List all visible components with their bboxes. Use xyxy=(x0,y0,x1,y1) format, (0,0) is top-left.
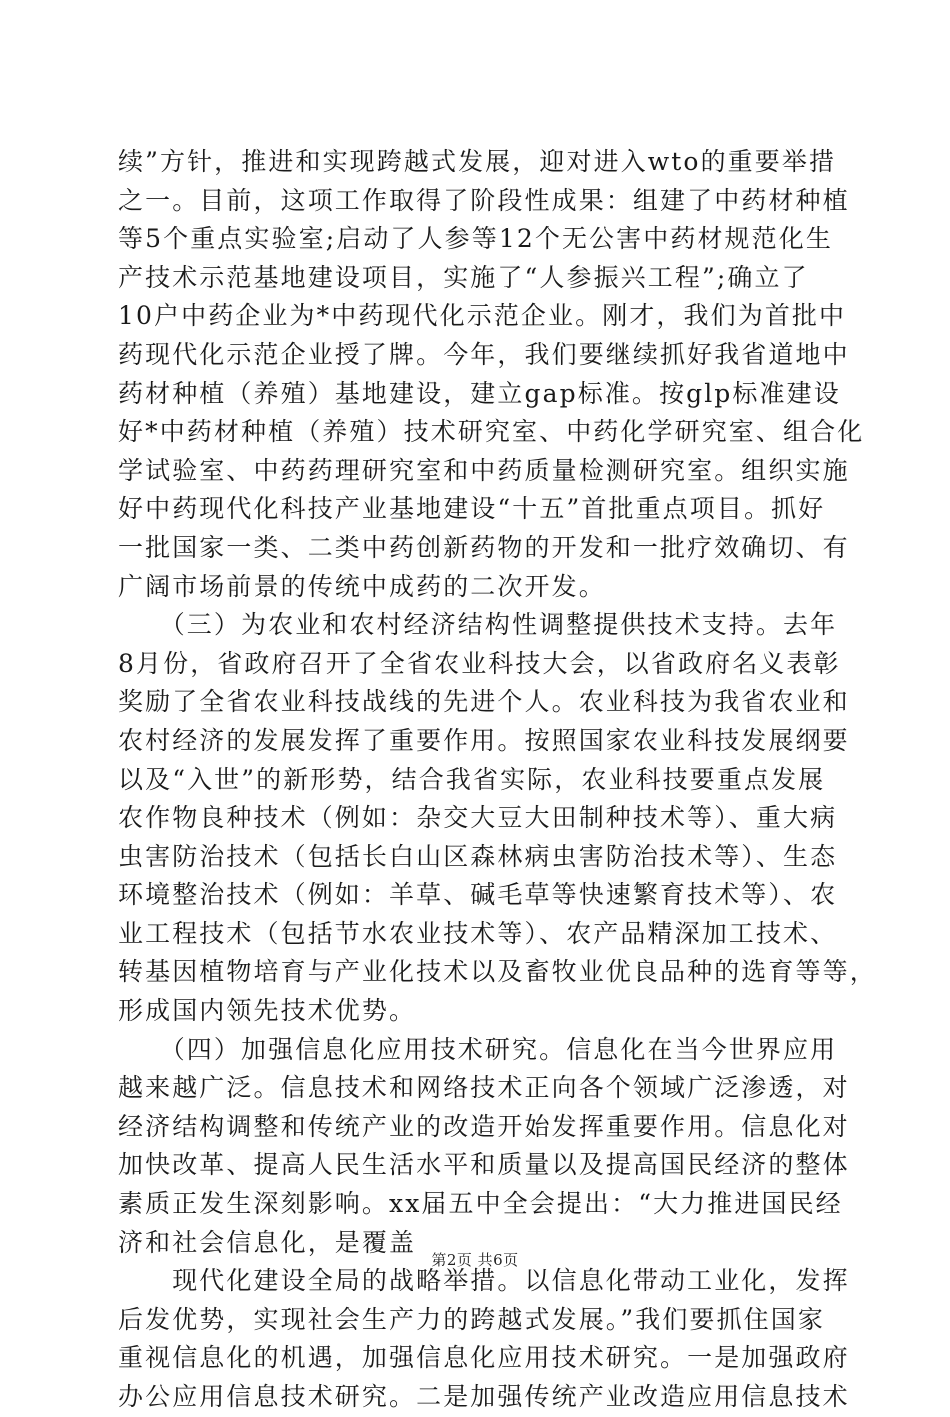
text-line: 加快改革、提高人民生活水平和质量以及提高国民经济的整体 xyxy=(118,1150,850,1180)
body-text xyxy=(118,143,877,1417)
text-line: 经济结构调整和传统产业的改造开始发挥重要作用。信息化对 xyxy=(118,1111,850,1141)
text-line: 好中药现代化科技产业基地建设“十五”首批重点项目。抓好 xyxy=(118,494,826,524)
text-line: 药材种植（养殖）基地建设，建立gap标准。按glp标准建设 xyxy=(118,378,841,408)
text-line: 药现代化示范企业授了牌。今年，我们要继续抓好我省道地中 xyxy=(118,339,850,369)
text-line: 奖励了全省农业科技战线的先进个人。农业科技为我省农业和 xyxy=(118,687,850,717)
text-line: 后发优势，实现社会生产力的跨越式发展。”我们要抓住国家 xyxy=(118,1304,825,1334)
page-number-footer: 第2页 共6页 xyxy=(431,1251,519,1269)
text-line: 济和社会信息化，是覆盖 xyxy=(118,1227,417,1257)
text-line: 等5个重点实验室;启动了人参等12个无公害中药材规范化生 xyxy=(118,224,833,254)
text-line: 素质正发生深刻影响。xx届五中全会提出：“大力推进国民经 xyxy=(118,1189,843,1219)
text-line: 重视信息化的机遇，加强信息化应用技术研究。一是加强政府 xyxy=(118,1343,850,1373)
text-line: 一批国家一类、二类中药创新药物的开发和一批疗效确切、有 xyxy=(118,532,850,562)
text-line: 转基因植物培育与产业化技术以及畜牧业优良品种的选育等等， xyxy=(118,957,877,987)
text-line: 农作物良种技术（例如：杂交大豆大田制种技术等）、重大病 xyxy=(118,803,838,833)
text-line: 形成国内领先技术优势。 xyxy=(118,996,417,1026)
text-line: 之一。目前，这项工作取得了阶段性成果：组建了中药材种植 xyxy=(118,185,850,215)
text-line: 越来越广泛。信息技术和网络技术正向各个领域广泛渗透，对 xyxy=(118,1073,850,1103)
text-line: 农村经济的发展发挥了重要作用。按照国家农业科技发展纲要 xyxy=(118,725,850,755)
text-line: 虫害防治技术（包括长白山区森林病虫害防治技术等）、生态 xyxy=(118,841,838,871)
text-line: （四）加强信息化应用技术研究。信息化在当今世界应用 xyxy=(118,1034,838,1064)
text-line: 学试验室、中药药理研究室和中药质量检测研究室。组织实施 xyxy=(118,455,850,485)
text-line: 10户中药企业为*中药现代化示范企业。刚才，我们为首批中 xyxy=(118,301,847,331)
text-line: 业工程技术（包括节水农业技术等）、农产品精深加工技术、 xyxy=(118,918,838,948)
text-line: 续”方针，推进和实现跨越式发展，迎对进入wto的重要举措 xyxy=(118,147,837,176)
text-line: 以及“入世”的新形势，结合我省实际，农业科技要重点发展 xyxy=(118,764,826,794)
text-line: 办公应用信息技术研究。二是加强传统产业改造应用信息技术 xyxy=(118,1382,850,1411)
text-line: 好*中药材种植（养殖）技术研究室、中药化学研究室、组合化 xyxy=(118,417,865,447)
text-line: 环境整治技术（例如：羊草、碱毛草等快速繁育技术等）、农 xyxy=(118,880,838,910)
text-line: （三）为农业和农村经济结构性调整提供技术支持。去年 xyxy=(118,610,838,640)
text-line: 产技术示范基地建设项目，实施了“人参振兴工程”;确立了 xyxy=(118,262,809,292)
text-line: 现代化建设全局的战略举措。以信息化带动工业化，发挥 xyxy=(118,1266,850,1296)
text-line: 8月份，省政府召开了全省农业科技大会，以省政府名义表彰 xyxy=(118,648,841,678)
text-line: 广阔市场前景的传统中成药的二次开发。 xyxy=(118,571,606,601)
